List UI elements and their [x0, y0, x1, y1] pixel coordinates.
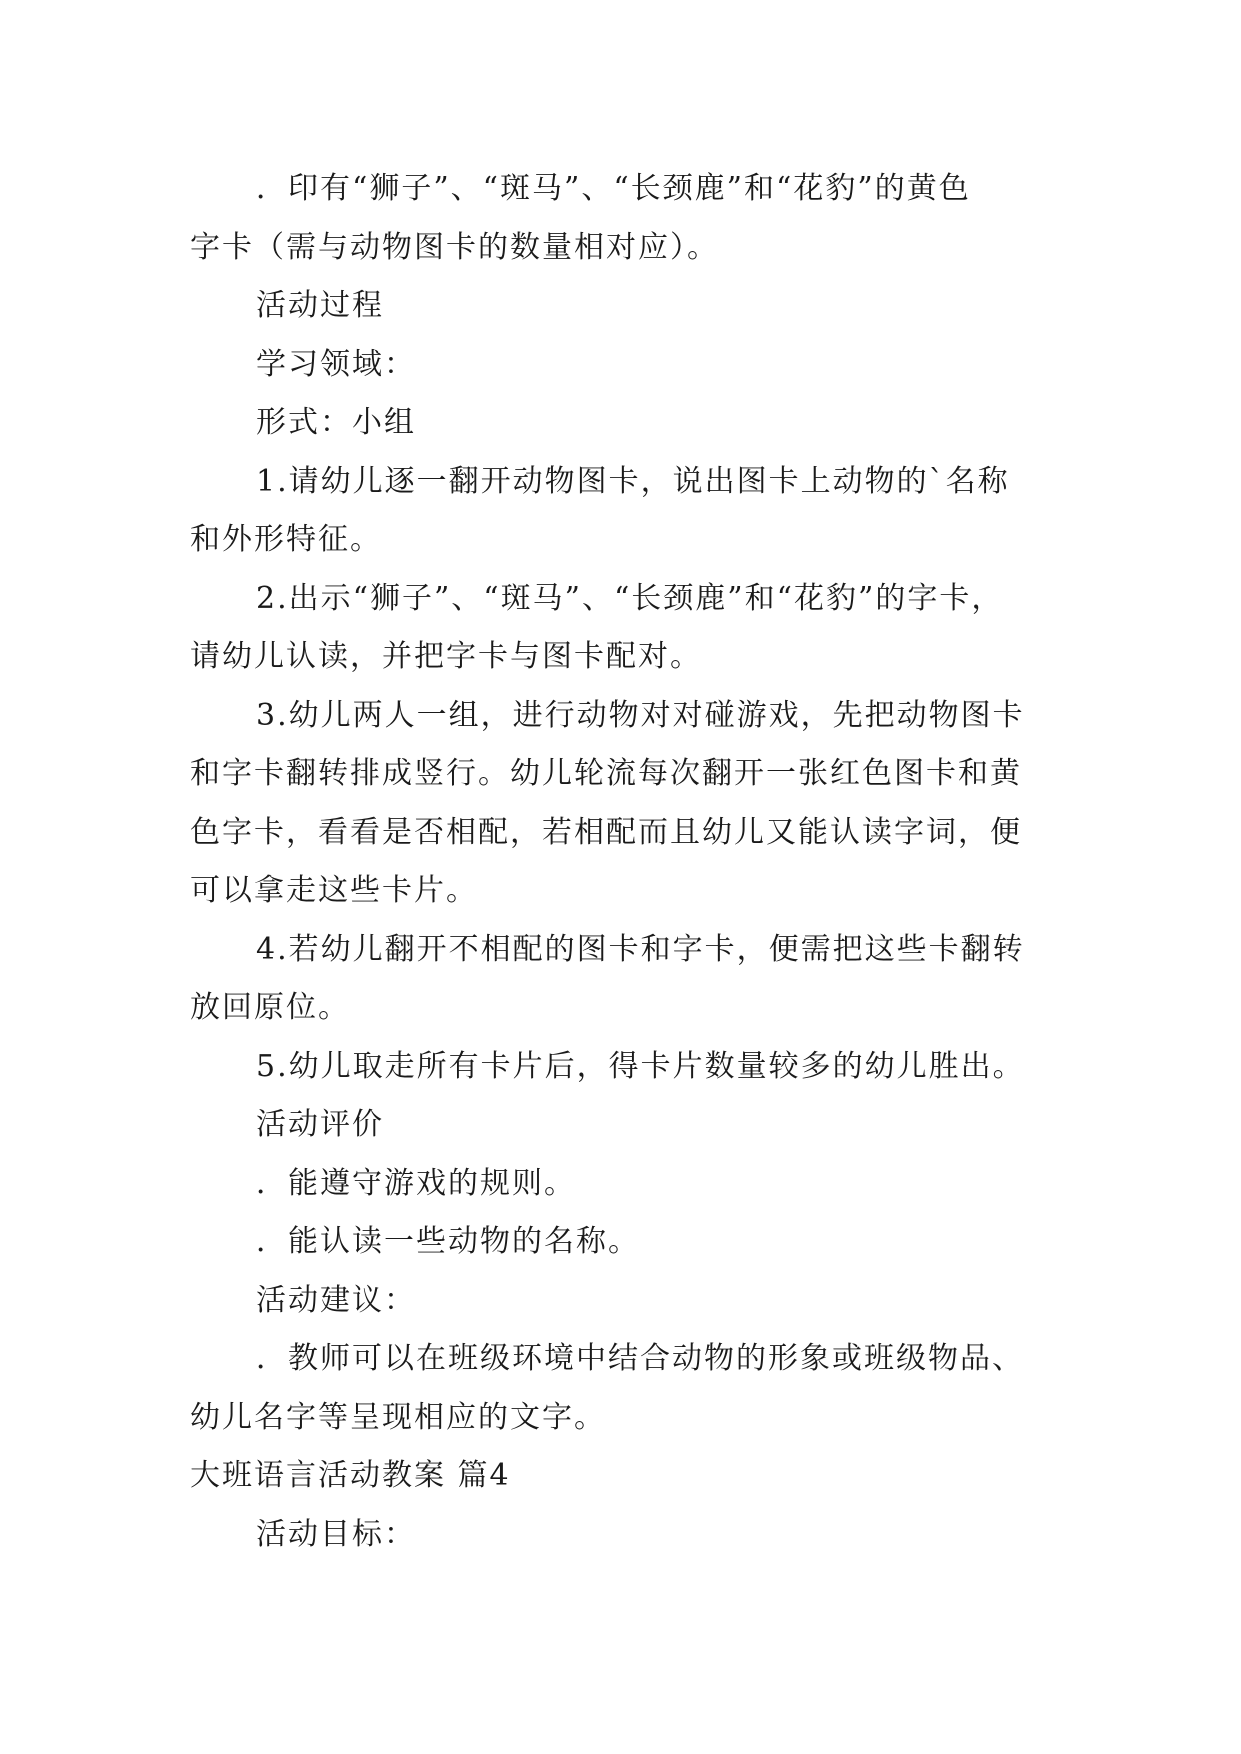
- text-line: 放回原位。: [190, 990, 350, 1025]
- list-item: 1.请幼儿逐一翻开动物图卡，说出图卡上动物的`名称: [256, 463, 1010, 499]
- text-line: 字卡（需与动物图卡的数量相对应）。: [190, 229, 719, 265]
- document-title: 大班语言活动教案 篇4: [190, 1458, 511, 1493]
- document-body: [190, 160, 1070, 1564]
- text-line: 色字卡，看看是否相配，若相配而且幼儿又能认读字词，便: [190, 814, 1022, 850]
- list-item: 4.若幼儿翻开不相配的图卡和字卡，便需把这些卡翻转: [256, 931, 1025, 967]
- text-line: ．能遵守游戏的规则。: [256, 1165, 576, 1201]
- text-line: 和外形特征。: [190, 522, 382, 557]
- list-item: 3.幼儿两人一组，进行动物对对碰游戏，先把动物图卡: [256, 697, 1025, 733]
- text-line: 学习领域：: [256, 346, 416, 382]
- section-heading: 活动目标：: [256, 1516, 416, 1552]
- text-line: 请幼儿认读，并把字卡与图卡配对。: [190, 639, 702, 674]
- section-heading: 活动过程: [256, 288, 384, 323]
- list-item: 2.出示“狮子”、“斑马”、“长颈鹿”和“花豹”的字卡，: [256, 580, 1004, 616]
- list-item: 5.幼儿取走所有卡片后，得卡片数量较多的幼儿胜出。: [256, 1048, 1025, 1084]
- section-heading: 活动建议：: [256, 1282, 416, 1318]
- text-line: 可以拿走这些卡片。: [190, 873, 478, 908]
- text-line: ．教师可以在班级环境中结合动物的形象或班级物品、: [256, 1341, 1024, 1376]
- text-line: 幼儿名字等呈现相应的文字。: [190, 1399, 606, 1435]
- text-line: 形式：小组: [256, 405, 416, 440]
- text-line: 和字卡翻转排成竖行。幼儿轮流每次翻开一张红色图卡和黄: [190, 756, 1022, 791]
- text-line: ．印有“狮子”、“斑马”、“长颈鹿”和“花豹”的黄色: [256, 171, 971, 206]
- text-line: ．能认读一些动物的名称。: [256, 1224, 640, 1259]
- section-heading: 活动评价: [256, 1107, 384, 1142]
